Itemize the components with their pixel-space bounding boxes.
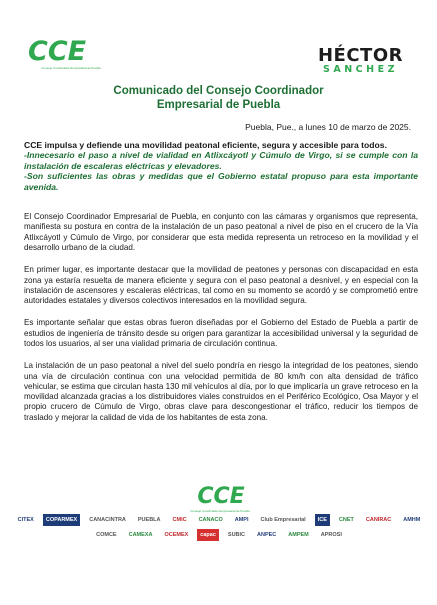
sponsor-logo: PUEBLA bbox=[137, 517, 161, 523]
sponsor-logo: capac bbox=[197, 529, 219, 541]
sponsor-logo: APROSI bbox=[320, 532, 342, 538]
body-paragraph: En primer lugar, es importante destacar que la movilidad de peatones y personas con discapacidad en esta zona ya estaría resuelta de manera eficiente y segura con el paso peatonal a desnivel, y en especial con la instalación de ascensores y escaleras eléctricas, tal como en su momento se acordó y se comprometió entre autoridades estatales y diversos colectivos interesados en la movilidad segura. bbox=[24, 265, 418, 306]
highlight-bullet: -Innecesario el paso a nivel de vialidad en Atlixcáyotl y Cúmulo de Virgo, si se cumple con la instalación de escaleras eléctricas y elevadores. bbox=[24, 150, 418, 171]
sponsor-logo: ICE bbox=[315, 514, 330, 526]
sponsor-logos bbox=[14, 514, 424, 541]
brand-name: HÉCTOR bbox=[317, 45, 403, 66]
sponsor-logo: ANPEC bbox=[257, 532, 277, 538]
sponsor-logo: CANACINTRA bbox=[89, 517, 126, 523]
footer-cce-letter: E bbox=[229, 484, 243, 509]
sponsor-logo: Club Empresarial bbox=[260, 517, 306, 523]
sponsor-logo: AMHM bbox=[403, 517, 421, 523]
cce-logo-letter: C bbox=[28, 36, 46, 67]
body-paragraph: La instalación de un paso peatonal a nivel del suelo pondría en riesgo la integridad de los peatones, siendo una vía de circulación continua con una velocidad permitida de 80 km/h con alta densidad de tráfico vehicular, se estima que circulan hasta 130 mil vehículos al día, por lo que implicaría un grave retroceso en la movilidad alcanzada gracias a los distribuidores viales construidos en el Periférico Ecológico, Osa Mayor y el propio crucero de Cúmulo de Virgo, obras clave para descongestionar el tráfico, reducir los tiempos de traslado y mejorar la calidad de vida de los habitantes de esta zona. bbox=[24, 361, 418, 422]
title-line-2: Empresarial de Puebla bbox=[156, 99, 281, 111]
footer-cce-letter: C bbox=[213, 484, 228, 509]
footer-cce-logo bbox=[188, 486, 252, 513]
title-line-1: Comunicado del Consejo Coordinador bbox=[113, 85, 324, 97]
lead-statement: CCE impulsa y defiende una movilidad peatonal eficiente, segura y accesible para todos. bbox=[24, 140, 387, 150]
sponsor-logo: COMCE bbox=[96, 532, 117, 538]
cce-logo-mark bbox=[28, 38, 114, 65]
cce-logo-letter: C bbox=[47, 36, 66, 67]
document-body bbox=[24, 136, 418, 423]
sponsor-logo: SUBIC bbox=[227, 532, 246, 538]
footer-cce-letter: C bbox=[197, 484, 212, 509]
sponsor-logo: CNET bbox=[338, 517, 354, 523]
sponsor-logo: CANACO bbox=[198, 517, 223, 523]
document-date: Puebla, Pue., a lunes 10 de marzo de 2025. bbox=[245, 122, 411, 132]
brand-surname: SANCHEZ bbox=[323, 64, 398, 75]
hector-sanchez-logo bbox=[318, 47, 403, 75]
document-title bbox=[0, 84, 437, 112]
sponsor-logo: OCEMEX bbox=[164, 532, 189, 538]
sponsor-logo: CITEX bbox=[17, 517, 34, 523]
body-paragraph: El Consejo Coordinador Empresarial de Puebla, en conjunto con las cámaras y organismos que representa, manifiesta su postura en contra de la instalación de un paso peatonal a nivel de piso en el crucero de la Vía Atlixcáyotl y Cúmulo de Virgo, por considerar que esta medida representa un retroceso en la movilidad y el desarrollo urbano de la ciudad. bbox=[24, 212, 418, 252]
footer-cce-subtitle: Consejo Coordinador Empresarial de Puebla bbox=[190, 509, 250, 513]
sponsor-logo: COPARMEX bbox=[43, 514, 80, 526]
highlight-bullet: -Son suficientes las obras y medidas que el Gobierno estatal propuso para esta importante avenida. bbox=[24, 171, 418, 192]
sponsor-logo: CMIC bbox=[172, 517, 187, 523]
footer-cce-mark bbox=[188, 486, 252, 508]
body-paragraph: Es importante señalar que estas obras fueron diseñadas por el Gobierno del Estado de Puebla a partir de estudios de ingeniería de tránsito desde su origen para garantizar la accesibilidad universal y la seguridad de todos los usuarios, al ser una vialidad primaria de circulación continua. bbox=[24, 318, 418, 348]
sponsor-logo: CANIRAC bbox=[365, 517, 392, 523]
cce-logo bbox=[28, 38, 114, 70]
cce-logo-letter: E bbox=[67, 36, 85, 67]
letterhead bbox=[0, 0, 437, 90]
sponsor-logo: AMPI bbox=[234, 517, 249, 523]
sponsor-logo: CAMEXA bbox=[128, 532, 153, 538]
sponsor-logo: AMPEM bbox=[288, 532, 309, 538]
cce-logo-subtitle: Consejo Coordinador Empresarial de Puebla bbox=[41, 66, 101, 70]
